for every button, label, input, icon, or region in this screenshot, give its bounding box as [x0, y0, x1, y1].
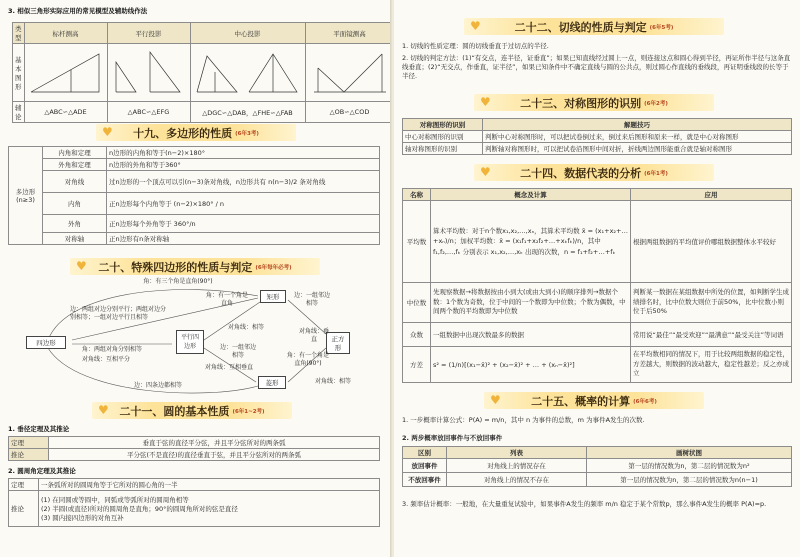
left-page — [0, 0, 392, 557]
banner-sec22-sub: (6年5考) — [649, 24, 674, 31]
conclusion-central: △DGC∽△DAB，△FHE∽△FAB — [190, 102, 305, 123]
label-rect-a: 角：有一个角是直角 — [205, 292, 248, 307]
banner-sec20-sub: (6年每年必考) — [255, 264, 292, 271]
polygon-key: 外角 — [43, 215, 107, 233]
quadrilateral-diagram — [8, 278, 380, 398]
heart-icon: ♥ — [480, 95, 491, 109]
conclusion-mirror: △OB∽△COD — [305, 102, 392, 123]
polygon-key: 内角和定理 — [43, 147, 107, 159]
repl-key: 放回事件 — [403, 459, 447, 473]
symmetry-key: 中心对称图形的识别 — [403, 131, 483, 143]
polygon-key: 对称轴 — [43, 233, 107, 245]
repl-list: 对角线上的情况存在 — [447, 459, 587, 473]
tangent-item-1: 1. 切线的性质定理：圆的切线垂直于过切点的半径. — [402, 42, 549, 50]
probability-item-2: 2. 两步概率放回事件与不放回事件 — [402, 434, 503, 442]
inscribed-corollary-list — [39, 491, 380, 527]
label-sq-b: 角：有一个角是直角(90°) — [286, 352, 329, 367]
tangent-item-2: 2. 切线的判定方法：(1)“有交点，连半径，证垂直”；如果已知直线经过圆上一点，则连接这点和圆心得到半径，再证所作半径与这条直线垂直；(2)“无交点，作垂直，证半径”，如果已知条件中不确定直线与圆的公共点，则过圆心作直线的垂线段，再证明垂线段的长等于半径. — [402, 54, 791, 80]
banner-sec24-sub: (6年1考) — [644, 170, 668, 177]
stats-key: 方差 — [403, 347, 431, 383]
banner-sec25-title: 二十五、概率的计算 — [531, 394, 631, 408]
polygon-group-label: 多边形 — [15, 188, 36, 196]
banner-sec21 — [92, 402, 292, 419]
banner-sec19-sub: (6年3考) — [235, 130, 259, 137]
heart-icon: ♥ — [102, 125, 113, 139]
stats-head-use: 应用 — [631, 189, 792, 201]
banner-sec22 — [464, 18, 724, 35]
stats-use: 在平均数相同的情况下，用于比较两组数据的稳定性，方差越大，则数据的波动越大，稳定性越差；反之亦成立 — [631, 347, 792, 383]
repl-head-diff: 区别 — [403, 447, 447, 459]
model-head-mirror: 平面镜测高 — [305, 23, 392, 44]
symmetry-head-tips: 解题技巧 — [483, 119, 792, 131]
symmetry-head-type: 对称图形的识别 — [403, 119, 483, 131]
label-para-c: 对角线：互相平分 — [82, 356, 131, 363]
polygon-group-sub: (n≥3) — [16, 196, 35, 204]
label-rect-diag: 对角线：相等 — [227, 324, 264, 331]
mirror-figure — [308, 46, 392, 98]
similar-models-title: 3. 相似三角形实际应用的常见模型及辅助线作法 — [8, 7, 148, 15]
polygon-key: 外角和定理 — [43, 159, 107, 171]
polygon-value: n边形的内角和等于(n−2)×180° — [107, 147, 380, 159]
model-head-central: 中心投影 — [190, 23, 305, 44]
parallel-projection-figure — [110, 46, 188, 98]
stats-head-name: 名称 — [403, 189, 431, 201]
banner-sec23 — [474, 94, 714, 111]
inscribed-theorem-key: 定理 — [9, 479, 39, 491]
label-para-a: 边：两组对边分别平行；两组对边分别相等；一组对边平行且相等 — [70, 306, 167, 321]
banner-sec24 — [474, 164, 714, 181]
repl-list: 对角线上的情况不存在 — [447, 473, 587, 487]
repl-key: 不放回事件 — [403, 473, 447, 487]
polygon-key: 对角线 — [43, 171, 107, 193]
node-parallelogram: 平行四边形 — [176, 330, 204, 354]
polygon-value: 正n边形有n条对称轴 — [107, 233, 380, 245]
heart-icon: ♥ — [490, 393, 501, 407]
node-rhombus: 菱形 — [258, 376, 286, 389]
stats-head-concept: 概念及计算 — [431, 189, 631, 201]
banner-sec23-sub: (6年2考) — [644, 100, 668, 107]
label-sq-a: 边：一组邻边相等 — [294, 292, 331, 307]
stats-key: 众数 — [403, 323, 431, 347]
heart-icon: ♥ — [98, 403, 109, 417]
stats-concept: s² = (1/n)[(x₁−x̄)² + (x₂−x̄)² + … + (xₙ−x̄)²] — [431, 347, 631, 383]
theorem-value: 垂直于弦的直径平分弦，并且平分弦所对的两条弧 — [49, 437, 380, 449]
banner-sec20-title: 二十、特殊四边形的性质与判定 — [98, 260, 253, 274]
symmetry-key: 轴对称图形的识别 — [403, 143, 483, 155]
symmetry-value: 判断轴对称图形时，可以把试卷沿图形中间对折，折线两边图形能重合就是轴对称图形 — [483, 143, 792, 155]
central-projection-figure — [193, 46, 303, 98]
repl-head-tree: 画树状图 — [587, 447, 792, 459]
model-head-parallel: 平行投影 — [107, 23, 190, 44]
inscribed-corollary-item: (3) 圆内接四边形的对角互补 — [41, 514, 124, 522]
banner-sec20 — [70, 258, 320, 275]
stats-use: 常用说“最佳”“最受欢迎”“最满意”“最受关注”等词语 — [631, 323, 792, 347]
banner-sec23-title: 二十三、对称图形的识别 — [520, 96, 642, 110]
node-square: 正方形 — [326, 332, 350, 354]
conclusion-parallel: △ABC∽△EFG — [107, 102, 190, 123]
polygon-value: 正n边形每个外角等于 360°/n — [107, 215, 380, 233]
conclusion-pole: △ABC∽△ADE — [24, 102, 107, 123]
probability-item-3: 3. 频率估计概率：一般地，在大量重复试验中，如果事件A发生的频率 m/n 稳定于某个常数p，那么事件A发生的概率 P(A)=p. — [402, 500, 767, 508]
heart-icon: ♥ — [480, 165, 491, 179]
perpendicular-diameter-title: 1. 垂径定理及其推论 — [8, 425, 70, 433]
label-rhom-diag: 对角线：互相垂直 — [204, 364, 253, 371]
label-diag-eq: 对角线：相等 — [314, 378, 351, 385]
label-top: 角：有三个角是直角(90°) — [143, 278, 213, 285]
banner-sec25 — [484, 392, 704, 409]
inscribed-angle-title: 2. 圆周角定理及其推论 — [8, 467, 76, 475]
model-head-pole: 标杆测高 — [24, 23, 107, 44]
stats-key: 中位数 — [403, 283, 431, 323]
polygon-value: 正n边形每个内角等于 (n−2)×180° / n — [107, 193, 380, 215]
label-rhom-c: 对角线：垂直 — [298, 328, 329, 343]
stats-use: 判断某一数据在某组数据中所处的位置，如判断学生成绩排名时，比中位数大则位于前50%，比中位数小则位于后50% — [631, 283, 792, 323]
polygon-value: n边形的外角和等于360° — [107, 159, 380, 171]
node-quadrilateral: 四边形 — [26, 336, 66, 349]
polygon-value: 过n边形的一个顶点可以引(n−3)条对角线，n边形共有 n(n−3)/2 条对角线 — [107, 171, 380, 193]
symmetry-value: 判断中心对称图形时，可以把试卷倒过来，倒过来后图形和原来一样，就是中心对称图形 — [483, 131, 792, 143]
polygon-group — [9, 147, 43, 245]
stats-concept: 一组数据中出现次数最多的数据 — [431, 323, 631, 347]
row-label-conclusion: 辅论 — [13, 102, 25, 123]
banner-sec19 — [96, 124, 296, 141]
stats-concept: 算术平均数：对于n个数x₁,x₂,…,xₙ，其算术平均数 x̄ = (x₁+x₂+…+xₙ)/n；加权平均数：x̄ = (x₁f₁+x₂f₂+…+xₖfₖ)/n，其中 f₁,f₂,…,fₖ 分别表示 x₁,x₂,…,xₖ 出现的次数，n = f₁+f₂+…+fₖ — [431, 201, 631, 283]
heart-icon: ♥ — [470, 19, 481, 33]
label-para-b: 角：两组对角分别相等 — [82, 346, 143, 353]
row-label-type: 类型 — [13, 23, 25, 44]
stats-concept: 先观察数据→将数据按由小到大(或由大到小)的顺序排列→数据个数：1个数为奇数，位于中间的一个数即为中位数；个数为偶数，中间两个数的平均数即为中位数 — [431, 283, 631, 323]
repl-tree: 第一层的情况数为n，第二层的情况数为n(n−1) — [587, 473, 792, 487]
repl-tree: 第一层的情况数为n，第二层的情况数为n² — [587, 459, 792, 473]
banner-sec25-sub: (6年6考) — [633, 398, 657, 405]
inscribed-angle-table — [8, 478, 380, 527]
row-label-figure: 基本图形 — [13, 44, 25, 102]
figure-central — [190, 44, 305, 102]
polygon-table — [8, 146, 380, 245]
symmetry-table — [402, 118, 792, 155]
banner-sec21-sub: (6年1~2考) — [232, 408, 265, 415]
repl-head-list: 列表 — [447, 447, 587, 459]
stats-key: 平均数 — [403, 201, 431, 283]
perpendicular-diameter-table — [8, 436, 380, 461]
banner-sec22-title: 二十二、切线的性质与判定 — [514, 20, 647, 34]
probability-item-1: 1. 一步概率计算公式：P(A) = m/n，其中 n 为事件的总数，m 为事件A发生的次数. — [402, 416, 645, 424]
inscribed-corollary-key: 推论 — [9, 491, 39, 527]
node-rectangle: 矩形 — [260, 290, 286, 303]
inscribed-corollary-item: (2) 半圆(或直径)所对的圆周角是直角；90°的圆周角所对的弦是直径 — [41, 505, 238, 513]
banner-sec21-title: 二十一、圆的基本性质 — [119, 404, 230, 418]
replacement-table — [402, 446, 792, 487]
similar-models-table — [12, 22, 392, 123]
banner-sec24-title: 二十四、数据代表的分析 — [520, 166, 642, 180]
corollary-value: 平分弦(不是直径)的直径垂直于弦，并且平分弦所对的两条弧 — [49, 449, 380, 461]
statistics-table — [402, 188, 792, 383]
inscribed-theorem-value: 一条弧所对的圆周角等于它所对的圆心角的一半 — [39, 479, 380, 491]
polygon-key: 内角 — [43, 193, 107, 215]
figure-mirror — [305, 44, 392, 102]
figure-parallel — [107, 44, 190, 102]
label-rhom-side: 边：一组邻边相等 — [220, 344, 257, 359]
right-page — [394, 0, 800, 557]
heart-icon: ♥ — [76, 259, 87, 273]
corollary-key: 推论 — [9, 449, 49, 461]
pole-triangle-figure — [27, 46, 105, 98]
banner-sec19-title: 十九、多边形的性质 — [133, 126, 233, 140]
inscribed-corollary-item: (1) 在同圆或等圆中，同弧或等弧所对的圆周角相等 — [41, 496, 189, 504]
theorem-key: 定理 — [9, 437, 49, 449]
label-bottom: 边：四条边都相等 — [133, 382, 182, 389]
figure-pole — [24, 44, 107, 102]
stats-use: 根据两组数据的平均值评价哪组数据整体水平较好 — [631, 201, 792, 283]
